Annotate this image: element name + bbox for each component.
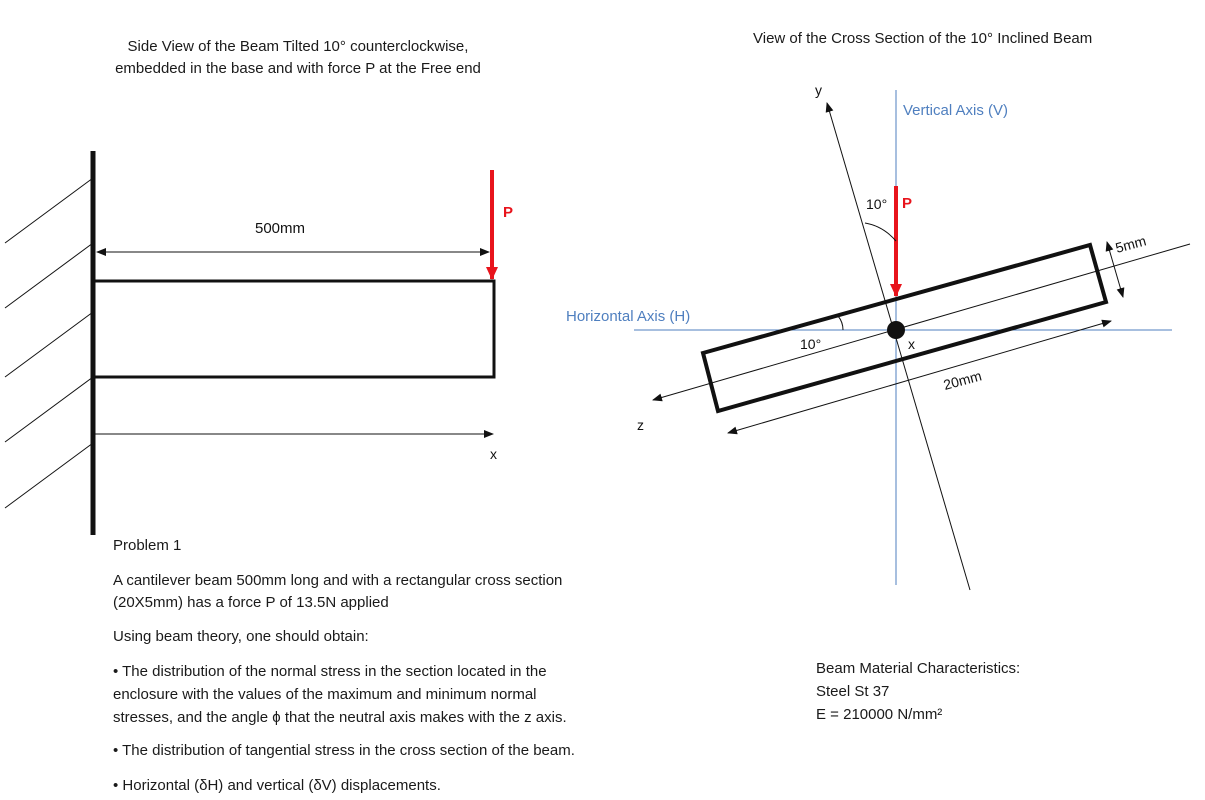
problem-heading: Problem 1 <box>113 537 182 554</box>
problem-statement <box>113 570 562 614</box>
beam-side <box>93 281 494 377</box>
problem-intro: Using beam theory, one should obtain: <box>113 628 369 645</box>
problem-bullet-1-line1: • The distribution of the normal stress in the section located in the <box>113 663 547 680</box>
problem-bullet-3: • Horizontal (δH) and vertical (δV) displacements. <box>113 777 441 794</box>
z-axis-label: z <box>637 417 644 433</box>
problem-bullet-2: • The distribution of tangential stress in the cross section of the beam. <box>113 742 575 759</box>
width-label: 20mm <box>941 367 984 393</box>
angle-arc-top <box>865 223 896 241</box>
width-dimension-line <box>728 321 1111 433</box>
problem-statement-line1: A cantilever beam 500mm long and with a rectangular cross section <box>113 572 563 589</box>
angle-arc-bottom <box>838 316 843 330</box>
length-label: 500mm <box>255 220 306 237</box>
left-view-title-line2: embedded in the base and with force P at the Free end <box>115 60 481 77</box>
problem-bullet-1 <box>113 660 567 729</box>
x-axis-label-section: x <box>908 336 915 352</box>
material-block <box>816 657 1020 726</box>
angle-top-label: 10° <box>866 196 888 212</box>
vertical-axis-label: Vertical Axis (V) <box>903 102 1009 119</box>
problem-bullet-1-line2: enclosure with the values of the maximum and minimum normal <box>113 686 537 703</box>
left-view-title <box>98 36 498 80</box>
height-label: 5mm <box>1113 232 1148 256</box>
horizontal-axis-label: Horizontal Axis (H) <box>566 308 691 325</box>
y-axis-label: y <box>815 82 822 98</box>
force-label-section: P <box>902 195 913 212</box>
material-heading: Beam Material Characteristics: <box>816 660 1021 677</box>
angle-bottom-label: 10° <box>800 336 822 352</box>
x-axis-label-side: x <box>490 446 497 462</box>
problem-statement-line2: (20X5mm) has a force P of 13.5N applied <box>113 594 389 611</box>
left-view-title-line1: Side View of the Beam Tilted 10° counterclockwise, <box>127 38 469 55</box>
material-steel: Steel St 37 <box>816 683 890 700</box>
wall-hatching <box>5 178 93 508</box>
material-modulus: E = 210000 N/mm² <box>816 706 943 723</box>
centroid-point <box>887 321 905 339</box>
right-view-title: View of the Cross Section of the 10° Inclined Beam <box>753 30 1093 47</box>
problem-bullet-1-line3: stresses, and the angle ϕ that the neutral axis makes with the z axis. <box>113 709 567 726</box>
force-label-side: P <box>503 204 514 221</box>
